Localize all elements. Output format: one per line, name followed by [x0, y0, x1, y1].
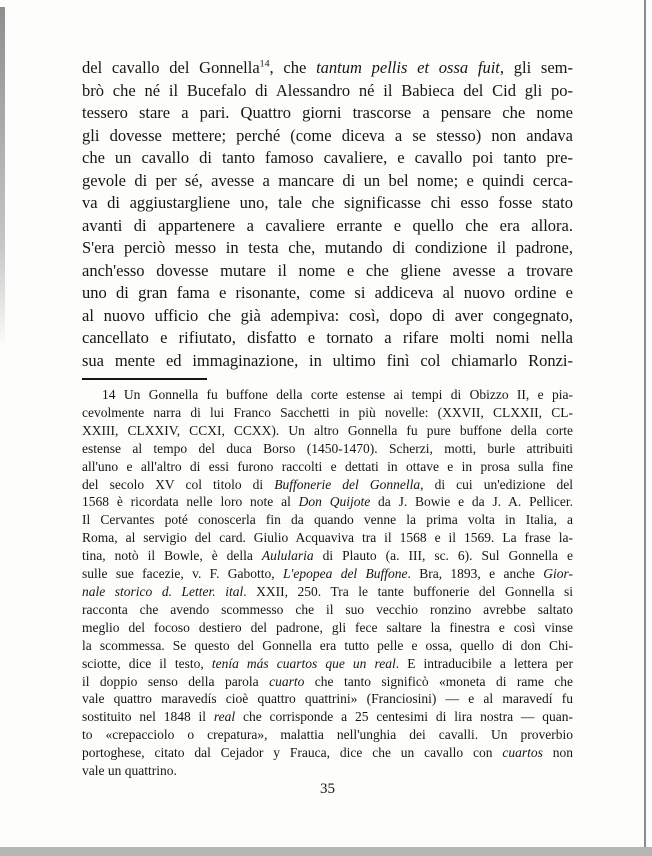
text-run: all'uno e all'altro di essi furono raccolti e dettati in ottave e in prosa sulla fine — [82, 458, 573, 474]
text-line — [82, 565, 573, 583]
text-line — [82, 762, 573, 780]
text-run: va di aggiustargliene uno, tale che significasse chi esso fosse stato — [82, 193, 573, 212]
text-run: che corrisponde a 25 centesimi di lira nostra — quan- — [235, 709, 573, 725]
text-line — [82, 422, 573, 440]
text-run: sua mente ed immaginazione, in ultimo finì col chiamarlo Ronzi- — [82, 350, 573, 370]
text-line — [82, 327, 573, 350]
text-line — [82, 708, 573, 726]
italic-text-run: tenía más cuartos que un real — [211, 655, 396, 671]
text-run: sostituito nel 1848 il — [82, 709, 214, 725]
scan-edge-left — [0, 7, 5, 347]
text-line — [82, 57, 573, 80]
text-run: . Bra, 1893, e anche — [407, 566, 544, 582]
text-run: Il Cervantes poté conoscerla fin da quando venne la prima volta in Italia, a — [82, 512, 573, 528]
italic-text-run: real — [213, 709, 236, 725]
text-run: meglio del focoso destiero del padrone, gli fece saltare la finestra e così vinse — [82, 619, 573, 635]
text-run: . XXII, 250. Tra le tante buffonerie del Gonnella si — [243, 583, 573, 599]
text-line — [82, 386, 573, 404]
text-line — [82, 192, 573, 215]
text-run: , gli sem- — [499, 58, 573, 77]
text-line — [82, 305, 573, 328]
text-run: brò che né il Bucefalo di Alessandro né il Babieca del Cid gli po- — [82, 80, 573, 100]
text-line — [82, 237, 573, 260]
main-paragraph — [82, 57, 573, 372]
text-run: di Plauto (a. III, sc. 6). Sul Gonnella e — [313, 548, 573, 564]
text-line — [82, 215, 573, 238]
scan-edge-right — [644, 0, 646, 856]
text-run: tessero stare a pari. Quattro giorni trascorse a pensare che nome — [82, 103, 573, 122]
text-line — [82, 655, 573, 673]
text-run: la scommessa. Se questo del Gonnella era tutto pelle e ossa, quello di don Chi- — [82, 637, 573, 653]
text-run: non — [542, 745, 573, 761]
text-run: , di cui un'edizione del — [420, 476, 573, 492]
text-run: uno di gran fama e risonante, come si addiceva al nuovo ordine e — [82, 283, 573, 302]
text-run: S'era perciò messo in testa che, mutando di condizione il padrone, — [82, 238, 573, 257]
text-run: , che — [269, 58, 317, 77]
text-line — [82, 637, 573, 655]
text-line — [82, 511, 573, 529]
italic-text-run: L'epopea del Buffone — [282, 566, 408, 582]
italic-text-run: tantum pellis et ossa fuit — [316, 58, 500, 77]
text-line — [82, 125, 573, 148]
text-line — [82, 282, 573, 305]
text-line — [82, 476, 573, 494]
text-run: cancellato e rifiutato, disfatto e tornato a rifare molti nomi nella — [82, 328, 573, 347]
scan-edge-bottom — [0, 847, 652, 856]
italic-text-run: Aulularia — [261, 548, 314, 564]
footnote-block — [82, 386, 573, 780]
italic-text-run: Gior- — [543, 566, 573, 582]
text-line — [82, 673, 573, 691]
text-run: vale quattro maravedís cioè quattro quattrini» (Franciosini) — e al maravedí fu — [82, 691, 573, 707]
text-run: da J. Bowie e da J. A. Pellicer. — [370, 494, 573, 510]
italic-text-run: Buffonerie del Gonnella — [274, 476, 421, 492]
text-run: estense al tempo del duca Borso (1450-1470). Scherzi, motti, burle attribuiti — [82, 440, 573, 456]
text-line — [82, 170, 573, 193]
text-line — [82, 404, 573, 422]
text-run: XXIII, CLXXIV, CCXI, CCXX). Un altro Gonnella fu pure buffone della corte — [82, 422, 573, 438]
text-run: sciotte, dice il testo, — [82, 655, 212, 671]
text-line — [82, 690, 573, 708]
text-run: 14 Un Gonnella fu buffone della corte estense ai tempi di Obizzo II, e pia- — [102, 387, 573, 402]
text-run: racconta che avendo scommesso che il suo vecchio ronzino avrebbe saltato — [82, 601, 573, 617]
text-run: gevole di per sé, avesse a mancare di un bel nome; e quindi cerca- — [82, 170, 573, 190]
page-number: 35 — [320, 781, 335, 797]
text-run: tina, notò il Bowle, è della — [82, 548, 262, 564]
footnote-separator — [82, 378, 207, 380]
text-run: il doppio senso della parola — [82, 673, 270, 689]
text-line — [82, 350, 573, 373]
text-run: . E intraducibile a lettera per — [395, 655, 573, 671]
text-run: to «crepacciolo o crepatura», malattia nell'unghia dei cavalli. Un proverbio — [82, 727, 573, 743]
text-line — [82, 80, 573, 103]
text-run: del secolo XV col titolo di — [82, 476, 275, 492]
text-run: che un cavallo di tanto famoso cavaliere, e cavallo poi tanto pre- — [82, 148, 573, 167]
italic-text-run: Don Quijote — [298, 494, 371, 510]
italic-text-run: nale storico d. Letter. ital — [82, 583, 244, 599]
text-line — [82, 547, 573, 565]
text-run: gli dovesse mettere; perché (come diceva a se stesso) non andava — [82, 125, 573, 145]
text-line — [82, 726, 573, 744]
text-line — [82, 529, 573, 547]
text-line — [82, 619, 573, 637]
text-run: Roma, al servigio del card. Giulio Acquaviva tra il 1568 e il 1569. La frase la- — [82, 530, 573, 546]
text-line — [82, 601, 573, 619]
italic-text-run: cuarto — [269, 673, 305, 689]
text-run: vale un quattrino. — [82, 763, 177, 779]
text-line — [82, 260, 573, 283]
text-run: del cavallo del Gonnella — [82, 58, 260, 77]
text-line — [82, 147, 573, 170]
footnote-ref: 14 — [259, 58, 270, 70]
text-run: 1568 è ricordata nelle loro note al — [82, 494, 299, 510]
text-line — [82, 583, 573, 601]
text-line — [82, 440, 573, 458]
italic-text-run: cuartos — [502, 745, 543, 761]
text-run: cevolmente narra di lui Franco Sacchetti in più novelle: (XXVII, CLXXII, CL- — [82, 404, 573, 420]
text-run: anch'esso dovesse mutare il nome e che gliene avesse a trovare — [82, 260, 573, 280]
text-line — [82, 744, 573, 762]
text-line — [82, 458, 573, 476]
text-line — [82, 102, 573, 125]
text-run: portoghese, citato dal Cejador y Frauca, dice che un cavallo con — [82, 745, 503, 761]
text-line — [82, 493, 573, 511]
text-run: al nuovo ufficio che già adempiva: così, dopo di aver congegnato, — [82, 305, 573, 325]
text-run: che tanto significò «moneta di rame che — [304, 673, 574, 689]
text-run: avanti di appartenere a cavaliere errante e quello che era allora. — [82, 215, 573, 235]
text-run: sulle sue facezie, v. F. Gabotto, — [82, 566, 283, 582]
